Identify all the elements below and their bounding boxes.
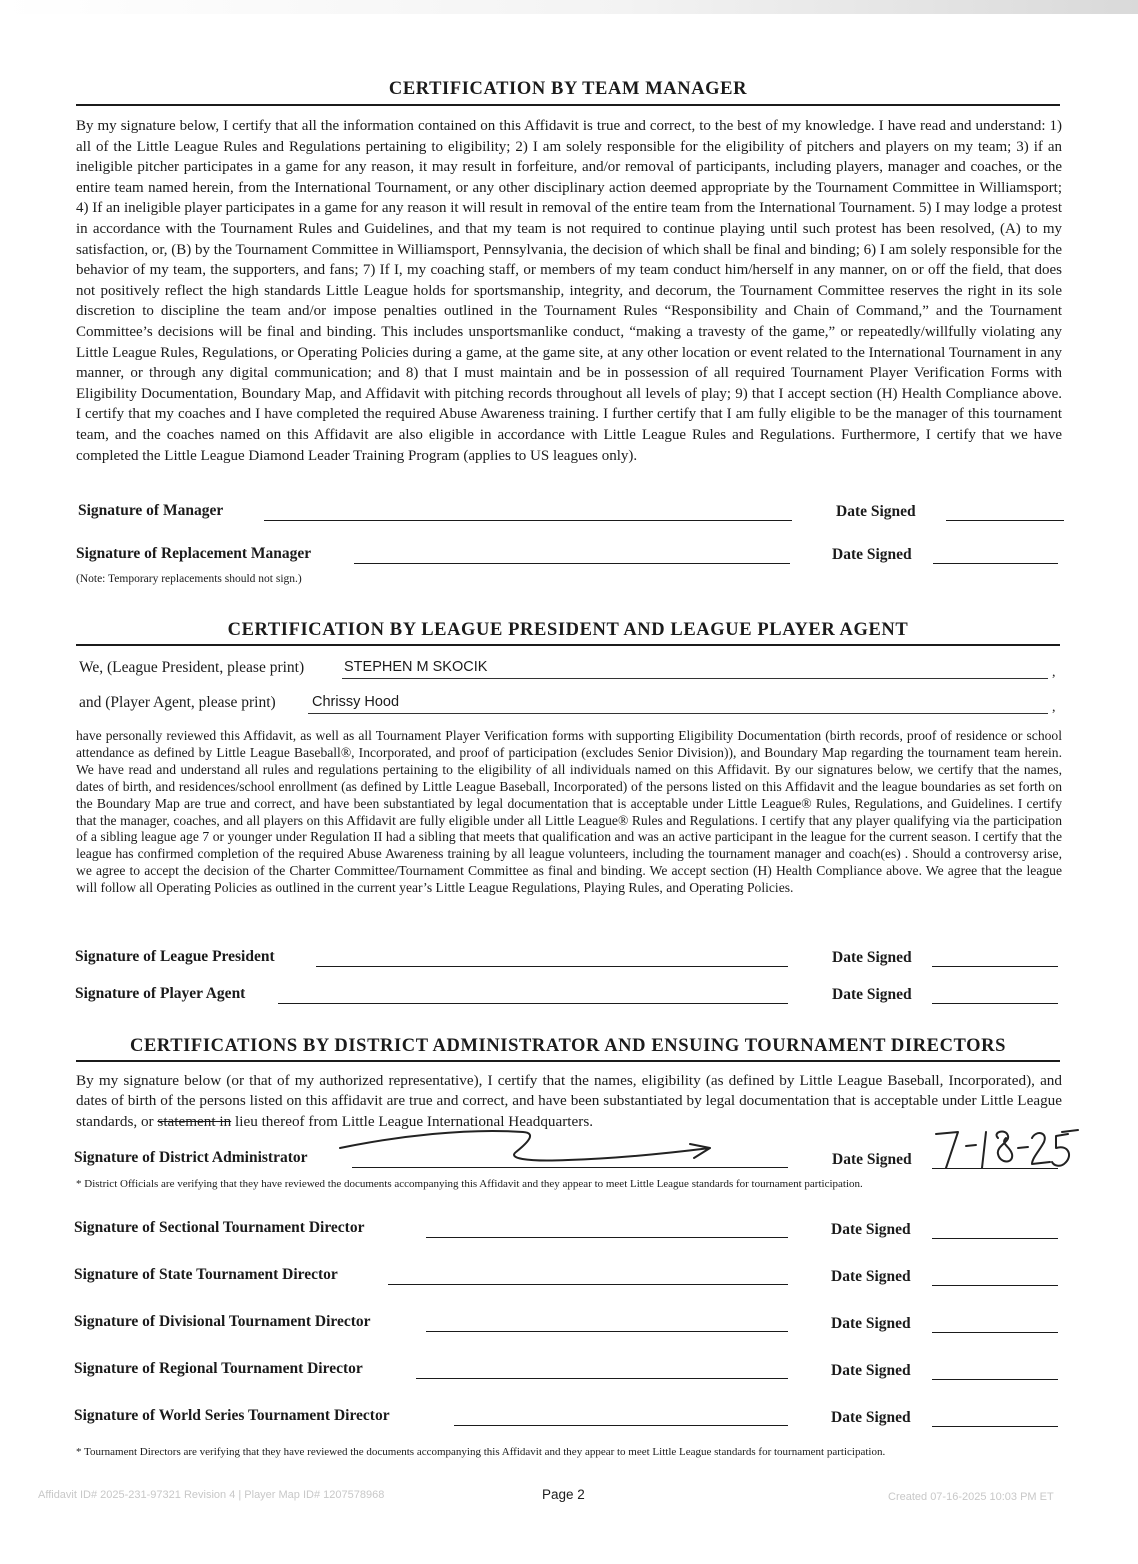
manager-date-label: Date Signed xyxy=(836,503,916,520)
replacement-manager-date-line[interactable] xyxy=(933,563,1058,564)
president-signature-line[interactable] xyxy=(316,966,788,967)
state-director-signature-line[interactable] xyxy=(388,1284,788,1285)
world-series-director-signature-label: Signature of World Series Tournament Director xyxy=(74,1407,390,1424)
state-director-date-label: Date Signed xyxy=(831,1268,911,1285)
struck-text: statement in xyxy=(157,1112,232,1130)
regional-director-signature-label: Signature of Regional Tournament Director xyxy=(74,1360,363,1377)
president-name-line xyxy=(342,678,1048,679)
regional-director-date-label: Date Signed xyxy=(831,1362,911,1379)
president-date-label: Date Signed xyxy=(832,949,912,966)
president-comma: , xyxy=(1052,665,1056,680)
replacement-manager-date-label: Date Signed xyxy=(832,546,912,563)
replacement-manager-signature-label: Signature of Replacement Manager xyxy=(76,545,312,562)
agent-name-line xyxy=(308,713,1048,714)
district-certification-text: By my signature below (or that of my authorized representative), I certify that the names, eligibility (as defined by Little League Baseball, Incorporated), and dates of birth of the persons listed on this affidavit are true and correct, and have been substantiated by legal documentation that is acceptable under Little League standards, or statement in lieu thereof from Little League International Headquarters. xyxy=(76,1072,1062,1130)
manager-section-title: CERTIFICATION BY TEAM MANAGER xyxy=(388,79,748,99)
created-timestamp: Created 07-16-2025 10:03 PM ET xyxy=(888,1491,1054,1503)
divisional-director-date-label: Date Signed xyxy=(831,1315,911,1332)
district-officials-note: * District Officials are verifying that they have reviewed the documents accompanying this Affidavit and they appear to meet Little League standards for tournament participation. xyxy=(76,1178,863,1190)
district-administrator-date-handwritten xyxy=(928,1124,1080,1174)
agent-date-label: Date Signed xyxy=(832,986,912,1003)
page-number: Page 2 xyxy=(542,1487,585,1502)
president-signature-label: Signature of League President xyxy=(75,948,275,965)
regional-director-date-line[interactable] xyxy=(932,1379,1058,1380)
agent-comma: , xyxy=(1052,700,1056,715)
sectional-director-signature-line[interactable] xyxy=(426,1237,788,1238)
sectional-director-date-line[interactable] xyxy=(932,1238,1058,1239)
district-administrator-date-label: Date Signed xyxy=(832,1151,912,1168)
president-date-line[interactable] xyxy=(932,966,1058,967)
world-series-director-date-line[interactable] xyxy=(932,1426,1058,1427)
agent-date-line[interactable] xyxy=(932,1003,1058,1004)
district-administrator-signature xyxy=(338,1110,728,1170)
district-section-title: CERTIFICATIONS BY DISTRICT ADMINISTRATOR AND ENSUING TOURNAMENT DIRECTORS xyxy=(129,1036,1006,1056)
sectional-director-date-label: Date Signed xyxy=(831,1221,911,1238)
president-print-label: We, (League President, please print) xyxy=(79,659,305,676)
state-director-date-line[interactable] xyxy=(932,1285,1058,1286)
agent-signature-line[interactable] xyxy=(278,1003,788,1004)
affidavit-id: Affidavit ID# 2025-231-97321 Revision 4 | Player Map ID# 1207578968 xyxy=(38,1489,385,1501)
agent-name-field[interactable]: Chrissy Hood xyxy=(312,694,400,710)
manager-date-line[interactable] xyxy=(946,520,1064,521)
replacement-note: (Note: Temporary replacements should not sign.) xyxy=(76,573,302,585)
league-section-title: CERTIFICATION BY LEAGUE PRESIDENT AND LEAGUE PLAYER AGENT xyxy=(227,620,909,640)
scan-edge xyxy=(0,0,1138,14)
president-name-field[interactable]: STEPHEN M SKOCIK xyxy=(344,659,488,675)
divisional-director-date-line[interactable] xyxy=(932,1332,1058,1333)
league-certification-text: have personally reviewed this Affidavit, as well as all Tournament Player Verification forms with supporting Eligibility Documentation (birth records, proof of residence or school attendance as defined by Little League Baseball®, Incorporated, and proof of participation (excludes Senior Division)), and Boundary Map regarding the tournament team herein. We have read and understand all rules and regulations pertaining to the eligibility of all individuals named on this Affidavit. By our signatures below, we certify that the names, dates of birth, and residences/school enrollment (as defined by Little League Baseball, Incorporated) of the persons listed on this Affidavit and the league boundaries as set forth on the Boundary Map are true and correct, and have been substantiated by legal documentation that is acceptable under Little League® Rules, Regulations, and Guidelines. I certify that the manager, coaches, and all players on this Affidavit are fully eligible under all Little League® Rules and Regulations. I certify that any player qualifying via the participation of a sibling league age 7 or younger under Regulation II had a sibling that meets that qualification and was an active participant in the league for the current season. I certify that the league has confirmed completion of the required Abuse Awareness training by all league volunteers, including the tournament manager and coach(es) . Should a controversy arise, we agree to accept the decision of the Charter Committee/Tournament Committee as final and binding. We accept section (H) Health Compliance above. We agree that the league will follow all Operating Policies as outlined in the current year’s Little League Regulations, Playing Rules, and Operating Policies. xyxy=(76,728,1062,896)
tournament-directors-note: * Tournament Directors are verifying that they have reviewed the documents accompanying this Affidavit and they appear to meet Little League standards for tournament participation. xyxy=(76,1446,886,1458)
world-series-director-signature-line[interactable] xyxy=(454,1425,788,1426)
manager-signature-line[interactable] xyxy=(264,520,792,521)
world-series-director-date-label: Date Signed xyxy=(831,1409,911,1426)
league-title-rule xyxy=(76,644,1060,646)
divisional-director-signature-line[interactable] xyxy=(426,1331,788,1332)
state-director-signature-label: Signature of State Tournament Director xyxy=(74,1266,338,1283)
agent-signature-label: Signature of Player Agent xyxy=(75,985,246,1002)
replacement-manager-signature-line[interactable] xyxy=(354,563,790,564)
sectional-director-signature-label: Signature of Sectional Tournament Director xyxy=(74,1219,365,1236)
manager-title-rule xyxy=(76,104,1060,106)
divisional-director-signature-label: Signature of Divisional Tournament Director xyxy=(74,1313,371,1330)
district-title-rule xyxy=(76,1060,1060,1062)
manager-certification-text: By my signature below, I certify that all the information contained on this Affidavit is true and correct, to the best of my knowledge. I have read and understand: 1) all of the Little League Rules and Regulations pertaining to eligibility; 2) I am solely responsible for the eligibility of pitchers and players on my team; 3) if an ineligible pitcher participates in a game for any reason, it may result in forfeiture, and/or removal of participants, including players, manager and coaches, or the entire team named herein, from the International Tournament, or any other disciplinary action deemed appropriate by the Tournament Committee in Williamsport; 4) If an ineligible player participates in a game for any reason it will result in removal of the entire team from the International Tournament. 5) I may lodge a protest in accordance with the Tournament Rules and Guidelines, and that my team is not required to continue playing until such protest has been resolved, (A) to my satisfaction, or, (B) by the Tournament Committee in Williamsport, Pennsylvania, the decision of which shall be final and binding; 6) I am solely responsible for the behavior of my team, the supporters, and fans; 7) If I, my coaching staff, or members of my team conduct him/herself in any manner, on or off the field, that does not positively reflect the high standards Little League holds for sportsmanship, integrity, and decorum, the Tournament Committee reserves the right in its sole discretion to discipline the team and/or impose penalties outlined in the Tournament Rules “Responsibility and Chain of Command,” and the Tournament Committee’s decisions will be final and binding. This includes unsportsmanlike conduct, “making a travesty of the game,” or repeatedly/willfully violating any Little League Rules, Regulations, or Operating Policies during a game, at the game site, at any other location or event related to the International Tournament in any manner, or through any digital communication; and 8) that I must maintain and be in possession of all required Tournament Player Verification Forms with Eligibility Documentation, Boundary Map, and Affidavit with pitching records throughout all levels of play; 9) that I accept section (H) Health Compliance above. I certify that my coaches and I have completed the required Abuse Awareness training. I further certify that I am fully eligible to be the manager of this tournament team, and the coaches named on this Affidavit are also eligible in accordance with Little League Rules and Regulations. Furthermore, I certify that we have completed the Little League Diamond Leader Training Program (applies to US leagues only). xyxy=(76,118,1062,464)
regional-director-signature-line[interactable] xyxy=(416,1378,788,1379)
district-administrator-signature-label: Signature of District Administrator xyxy=(74,1149,308,1166)
agent-print-label: and (Player Agent, please print) xyxy=(79,694,276,711)
manager-signature-label: Signature of Manager xyxy=(78,502,224,519)
